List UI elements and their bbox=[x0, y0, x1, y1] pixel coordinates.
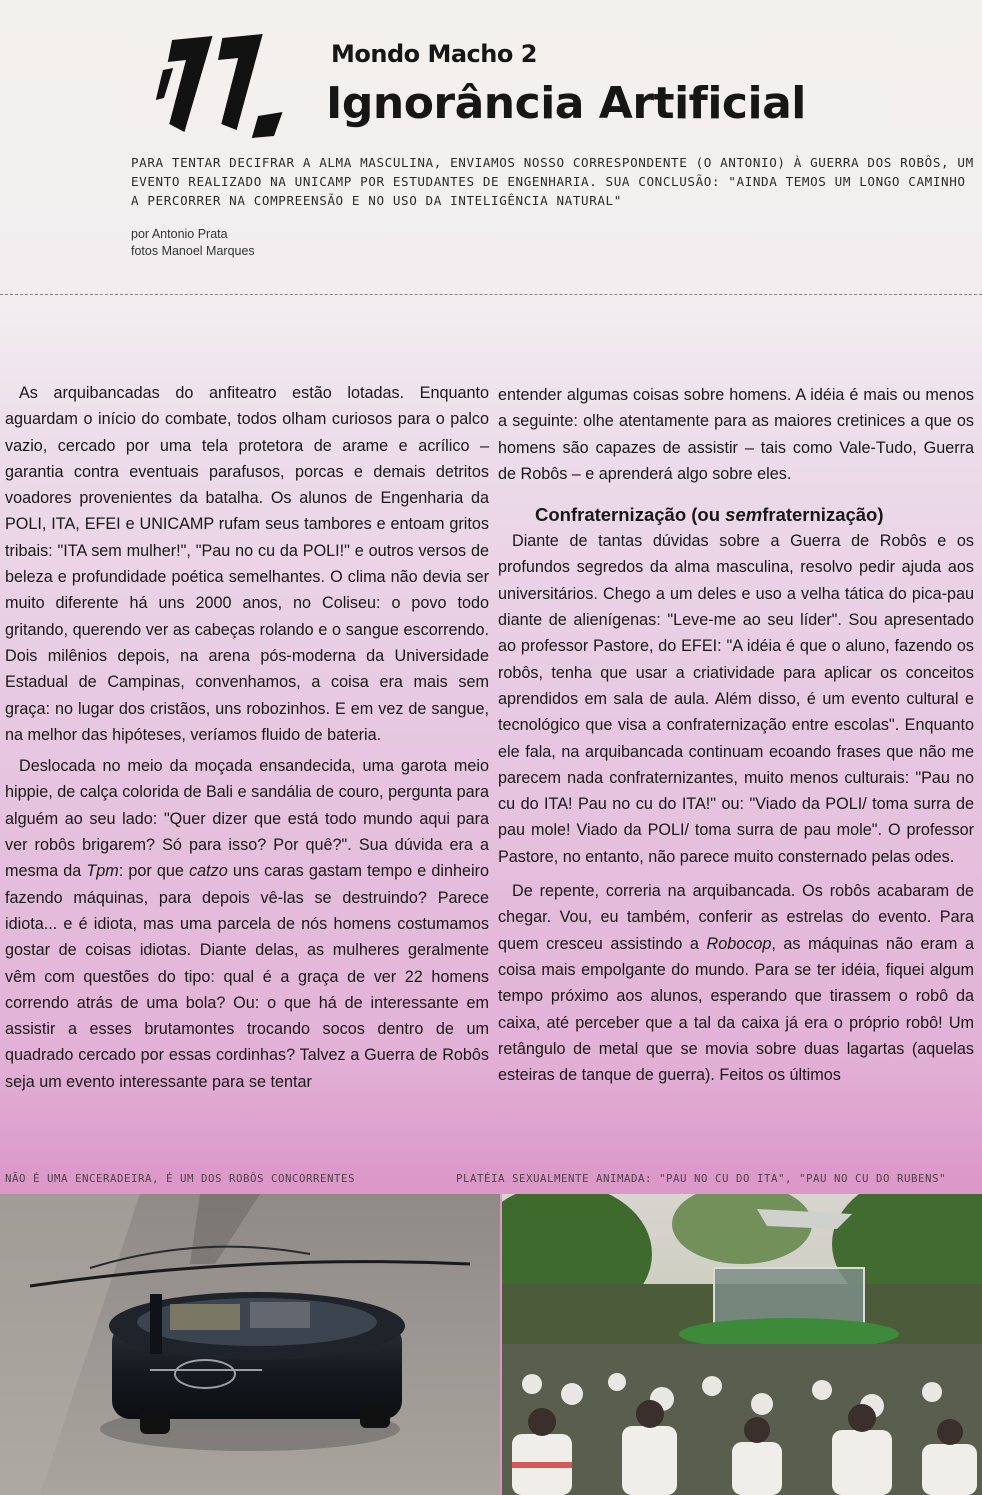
logo-graphic bbox=[144, 20, 316, 138]
page-title: Ignorância Artificial bbox=[326, 78, 806, 129]
paragraph: entender algumas coisas sobre homens. A idéia é mais ou menos a seguinte: olhe atentamente para as maiores cretinices a que os homens são capazes de assistir – tais como Vale-Tudo, Guerra de Robôs – e aprenderá algo sobre eles. bbox=[498, 386, 974, 483]
robot-photo bbox=[0, 1194, 500, 1495]
paragraph: Deslocada no meio da moçada ensandecida, uma garota meio hippie, de calça colorida de Bali e sandália de couro, pergunta para alguém ao seu lado: "Quer dizer que está todo mundo aqui para ver robôs brigarem? Só para isso? Por quê?". Sua dúvida era a mesma da Tpm: por que catzo uns caras gastam tempo e dinheiro fazendo máquinas, para depois vê-las se destruindo? Parece idiota... e é idiota, mas uma parcela de nós homens costumamos gostar de coisas idiotas. Diante delas, as mulheres geralmente vêm com questões do tipo: qual é a graça de ver 22 homens correndo atrás de uma bola? Ou: o que há de interessante em assistir a esses brutamontes trocando socos dentro de um quadrado cercado por essas cordinhas? Talvez a Guerra de Robôs seja um evento interessante para se tentar bbox=[5, 757, 489, 1091]
paragraph: As arquibancadas do anfiteatro estão lotadas. Enquanto aguardam o início do combate, todos olham curiosos para o palco vazio, cercado por uma tela protetora de arame e acrílico – garantia contra eventuais parafusos, porcas e demais detritos voadores provenientes da batalha. Os alunos de Engenharia da POLI, ITA, EFEI e UNICAMP rufam seus tambores e entoam gritos tribais: "ITA sem mulher!", "Pau no cu da POLI!" e outros versos de beleza e profundidade poética semelhantes. O clima não devia ser muito diferente há uns 2000 anos, no Coliseu: o povo todo gritando, querendo ver as cabeças rolando e o sangue escorrendo. Dois milênios depois, na arena pós-moderna da Universidade Estadual de Campinas, convenhamos, a coisa era mais sem graça: no lugar dos cristãos, uns robozinhos. E em vez de sangue, na melhor das hipóteses, veríamos fluido de bateria. bbox=[5, 384, 489, 744]
kicker: Mondo Macho 2 bbox=[331, 40, 537, 68]
divider bbox=[0, 294, 982, 295]
article-column-right bbox=[498, 382, 974, 1088]
photo-credit: fotos Manoel Marques bbox=[131, 244, 255, 258]
article-column-left bbox=[5, 380, 489, 1095]
paragraph: Diante de tantas dúvidas sobre a Guerra de Robôs e os profundos segredos da alma masculina, resolvo pedir ajuda aos universitários. Chego a um deles e uso a velha tática do pica-pau diante de alienígenas: "Leve-me ao seu líder". Sou apresentado ao professor Pastore, do EFEI: "A idéia é que o aluno, fazendo os robôs, tenha que usar a criatividade para aplicar os conceitos aprendidos em sala de aula. Além disso, é um evento cultural e tecnológico que visa a confraternização entre escolas". Enquanto ele fala, na arquibancada continuam ecoando frases que não me parecem nada confraternizantes, muito menos culturais: "Pau no cu do ITA! Pau no cu do ITA!" ou: "Viado da POLI/ toma surra de pau mole! Viado da POLI/ toma surra de pau mole". O professor Pastore, no entanto, não parece muito consternado pelas odes. bbox=[498, 532, 974, 866]
photo-caption-right: PLATÉIA SEXUALMENTE ANIMADA: "PAU NO CU DO ITA", "PAU NO CU DO RUBENS" bbox=[456, 1172, 947, 1185]
photo-caption-left: NÃO É UMA ENCERADEIRA, É UM DOS ROBÔS CONCORRENTES bbox=[5, 1172, 356, 1185]
emphasis: catzo bbox=[189, 862, 228, 881]
credits bbox=[131, 226, 255, 260]
byline: por Antonio Prata bbox=[131, 227, 228, 241]
section-subhead: Confraternização (ou semfraternização) bbox=[535, 504, 884, 526]
section-logo-mark bbox=[144, 20, 316, 138]
magazine-name: Tpm bbox=[86, 862, 119, 881]
standfirst: PARA TENTAR DECIFRAR A ALMA MASCULINA, ENVIAMOS NOSSO CORRESPONDENTE (O ANTONIO) À GUERRA DOS ROBÔS, UM EVENTO REALIZADO NA UNICAMP POR ESTUDANTES DE ENGENHARIA. SUA CONCLUSÃO: "AINDA TEMOS UM LONGO CAMINHO A PERCORRER NA COMPREENSÃO E NO USO DA INTELIGÊNCIA NATURAL" bbox=[131, 155, 974, 208]
crowd-photo bbox=[502, 1194, 982, 1495]
paragraph: De repente, correria na arquibancada. Os robôs acabaram de chegar. Vou, eu também, conferir as estrelas do evento. Para quem cresceu assistindo a Robocop, as máquinas não eram a coisa mais empolgante do mundo. Para se ter idéia, fiquei algum tempo próximo aos alunos, esperando que tirassem o robô da caixa, até perceber que a tal da caixa já era o próprio robô! Um retângulo de metal que se movia sobre duas lagartas (aquelas esteiras de tanque de guerra). Feitos os últimos bbox=[498, 882, 974, 1085]
film-title: Robocop bbox=[706, 934, 772, 953]
